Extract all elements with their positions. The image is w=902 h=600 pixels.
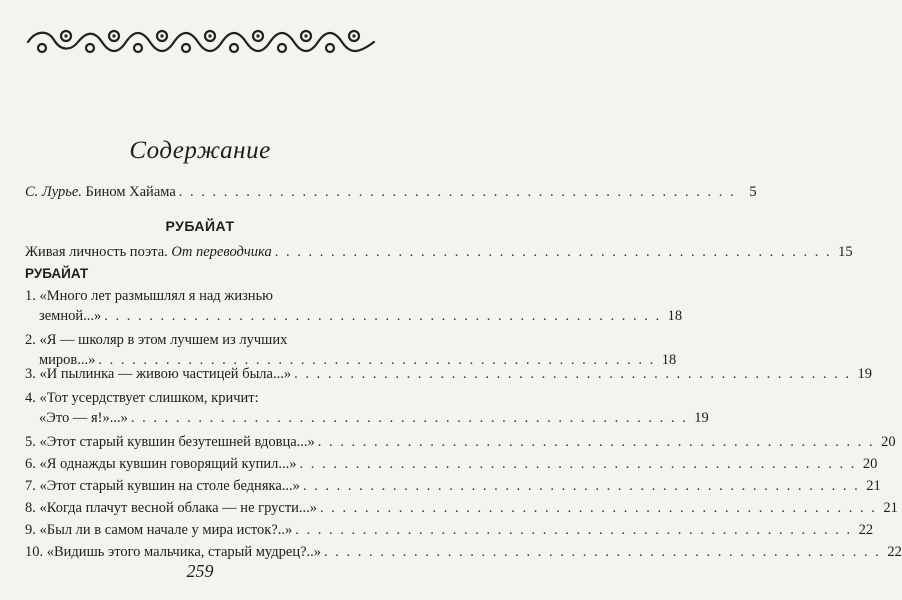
toc-item-page: 22 — [858, 522, 874, 538]
toc-item-4[interactable] — [25, 388, 709, 428]
toc-item-6[interactable] — [25, 454, 878, 474]
toc-item-line: 6. «Я однажды кувшин говорящий купил...» — [25, 456, 297, 472]
toc-item-line: 5. «Этот старый кувшин безутешней вдовца...» — [25, 434, 315, 450]
toc-item-line: 8. «Когда плачут весной облака — не грусти...» — [25, 500, 318, 516]
toc-item-line: 1. «Много лет размышлял я над жизнью — [25, 288, 274, 304]
intro-text: Бином Хайама — [81, 184, 176, 200]
toc-item-9[interactable] — [25, 520, 874, 540]
page-number: 259 — [186, 561, 214, 581]
toc-item-page: 21 — [866, 478, 881, 494]
preface-page: 15 — [838, 244, 853, 260]
subsection-title: РУБАЙАТ — [25, 266, 89, 281]
contents-title: Содержание — [129, 137, 271, 164]
toc-entry-preface[interactable] — [25, 242, 853, 262]
toc-item-line: миров...» — [39, 352, 96, 368]
toc-item-page: 20 — [862, 456, 878, 472]
toc-item-line: 9. «Был ли в самом начале у мира исток?..» — [25, 522, 293, 538]
preface-italic: От переводчика — [167, 244, 272, 260]
toc-item-8[interactable] — [25, 498, 898, 518]
toc-item-page: 18 — [661, 352, 677, 368]
toc-item-page: 19 — [857, 366, 872, 382]
toc-item-line: 4. «Тот усердствует слишком, кричит: — [25, 390, 259, 406]
toc-item-line: земной...» — [39, 308, 102, 324]
toc-item-10[interactable] — [25, 542, 902, 562]
toc-item-7[interactable] — [25, 476, 881, 496]
toc-item-3[interactable] — [25, 364, 872, 384]
toc-entry-intro[interactable] — [25, 182, 757, 202]
toc-item-1[interactable] — [25, 286, 683, 326]
toc-item-page: 18 — [667, 308, 683, 324]
toc-item-line: 2. «Я — школяр в этом лучшем из лучших — [25, 332, 288, 348]
section-title: РУБАЙАТ — [165, 218, 235, 234]
intro-page: 5 — [749, 184, 757, 200]
toc-item-line: 3. «И пылинка — живою частицей была...» — [25, 366, 292, 382]
toc-item-line: «Это — я!»...» — [39, 410, 128, 426]
toc-item-line: 7. «Этот старый кувшин на столе бедняка...» — [25, 478, 300, 494]
toc-item-page: 21 — [883, 500, 898, 516]
toc-item-page: 22 — [887, 544, 902, 560]
ornament-border-icon — [26, 22, 376, 62]
preface-text: Живая личность поэта. — [25, 244, 168, 260]
toc-item-page: 19 — [694, 410, 709, 426]
toc-item-line: 10. «Видишь этого мальчика, старый мудрец?..» — [25, 544, 322, 560]
toc-item-page: 20 — [881, 434, 896, 450]
toc-item-5[interactable] — [25, 432, 896, 452]
intro-author: С. Лурье. — [25, 184, 82, 200]
